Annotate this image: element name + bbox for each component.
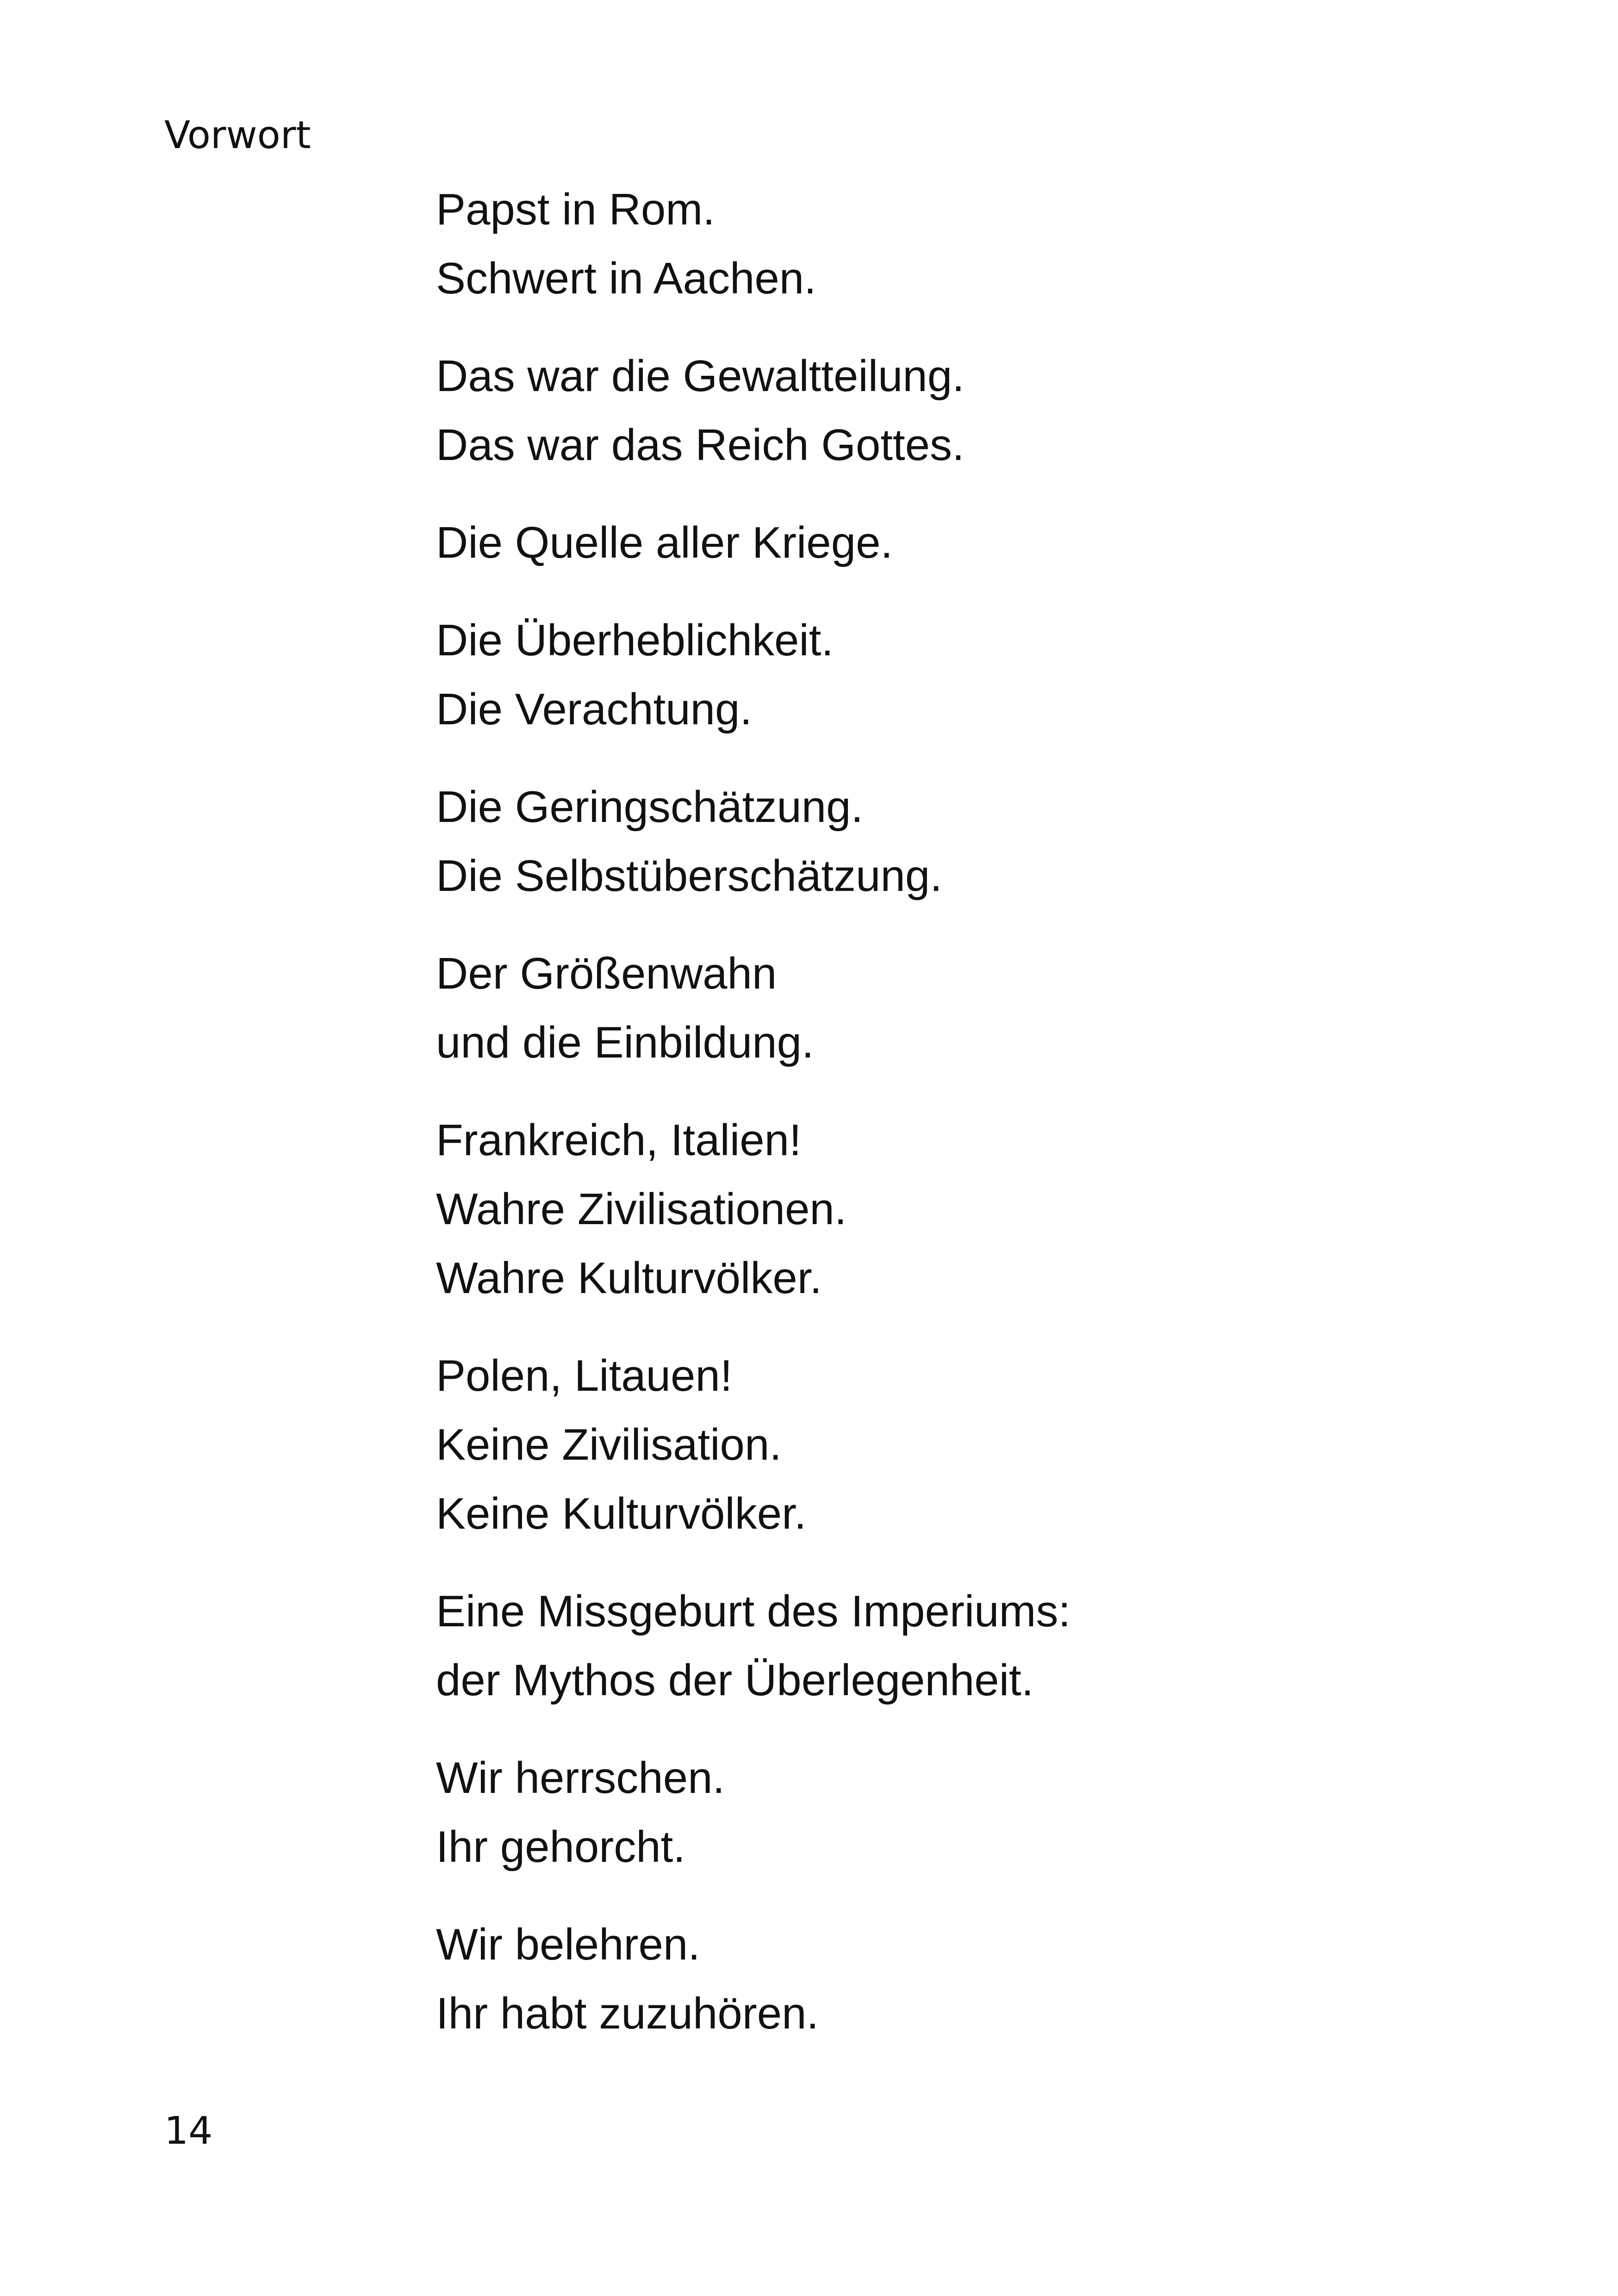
verse-line: Die Verachtung. — [436, 684, 753, 734]
verse-line: Die Selbstüberschätzung. — [436, 851, 942, 901]
stanza — [436, 1910, 1500, 2048]
stanza — [436, 342, 1500, 479]
verse-line: Wahre Kulturvölker. — [436, 1253, 822, 1303]
stanza — [436, 1743, 1500, 1881]
stanza — [436, 1577, 1500, 1715]
verse-line: Wir belehren. — [436, 1920, 700, 1969]
verse-line: Keine Zivilisation. — [436, 1420, 782, 1469]
verse-line: Schwert in Aachen. — [436, 254, 816, 303]
verse-line: Ihr habt zuzuhören. — [436, 1989, 819, 2038]
stanza — [436, 508, 1500, 577]
verse-line: Die Geringschätzung. — [436, 782, 864, 832]
stanza — [436, 939, 1500, 1077]
verse-line: Wahre Zivilisationen. — [436, 1184, 847, 1234]
running-header: Vorwort — [164, 113, 311, 157]
page-number: 14 — [164, 2109, 213, 2153]
verse-line: Die Quelle aller Kriege. — [436, 518, 893, 567]
verse-line: Keine Kulturvölker. — [436, 1489, 807, 1538]
verse-line: Eine Missgeburt des Imperiums: — [436, 1587, 1071, 1636]
verse-line: Der Größenwahn — [436, 949, 777, 998]
stanza — [436, 175, 1500, 313]
verse-line: Wir herrschen. — [436, 1753, 725, 1803]
verse-line: Ihr gehorcht. — [436, 1822, 685, 1872]
stanza — [436, 1106, 1500, 1313]
stanza — [436, 1341, 1500, 1548]
verse-line: Die Überheblichkeit. — [436, 616, 834, 665]
verse-line: Das war das Reich Gottes. — [436, 420, 965, 470]
verse-line: Das war die Gewaltteilung. — [436, 351, 965, 401]
poem-body — [436, 175, 1500, 2077]
verse-line: Polen, Litauen! — [436, 1351, 733, 1400]
verse-line: Frankreich, Italien! — [436, 1115, 802, 1165]
verse-line: Papst in Rom. — [436, 185, 715, 234]
verse-line: der Mythos der Überlegenheit. — [436, 1655, 1034, 1705]
stanza — [436, 772, 1500, 910]
verse-line: und die Einbildung. — [436, 1018, 814, 1067]
stanza — [436, 606, 1500, 744]
